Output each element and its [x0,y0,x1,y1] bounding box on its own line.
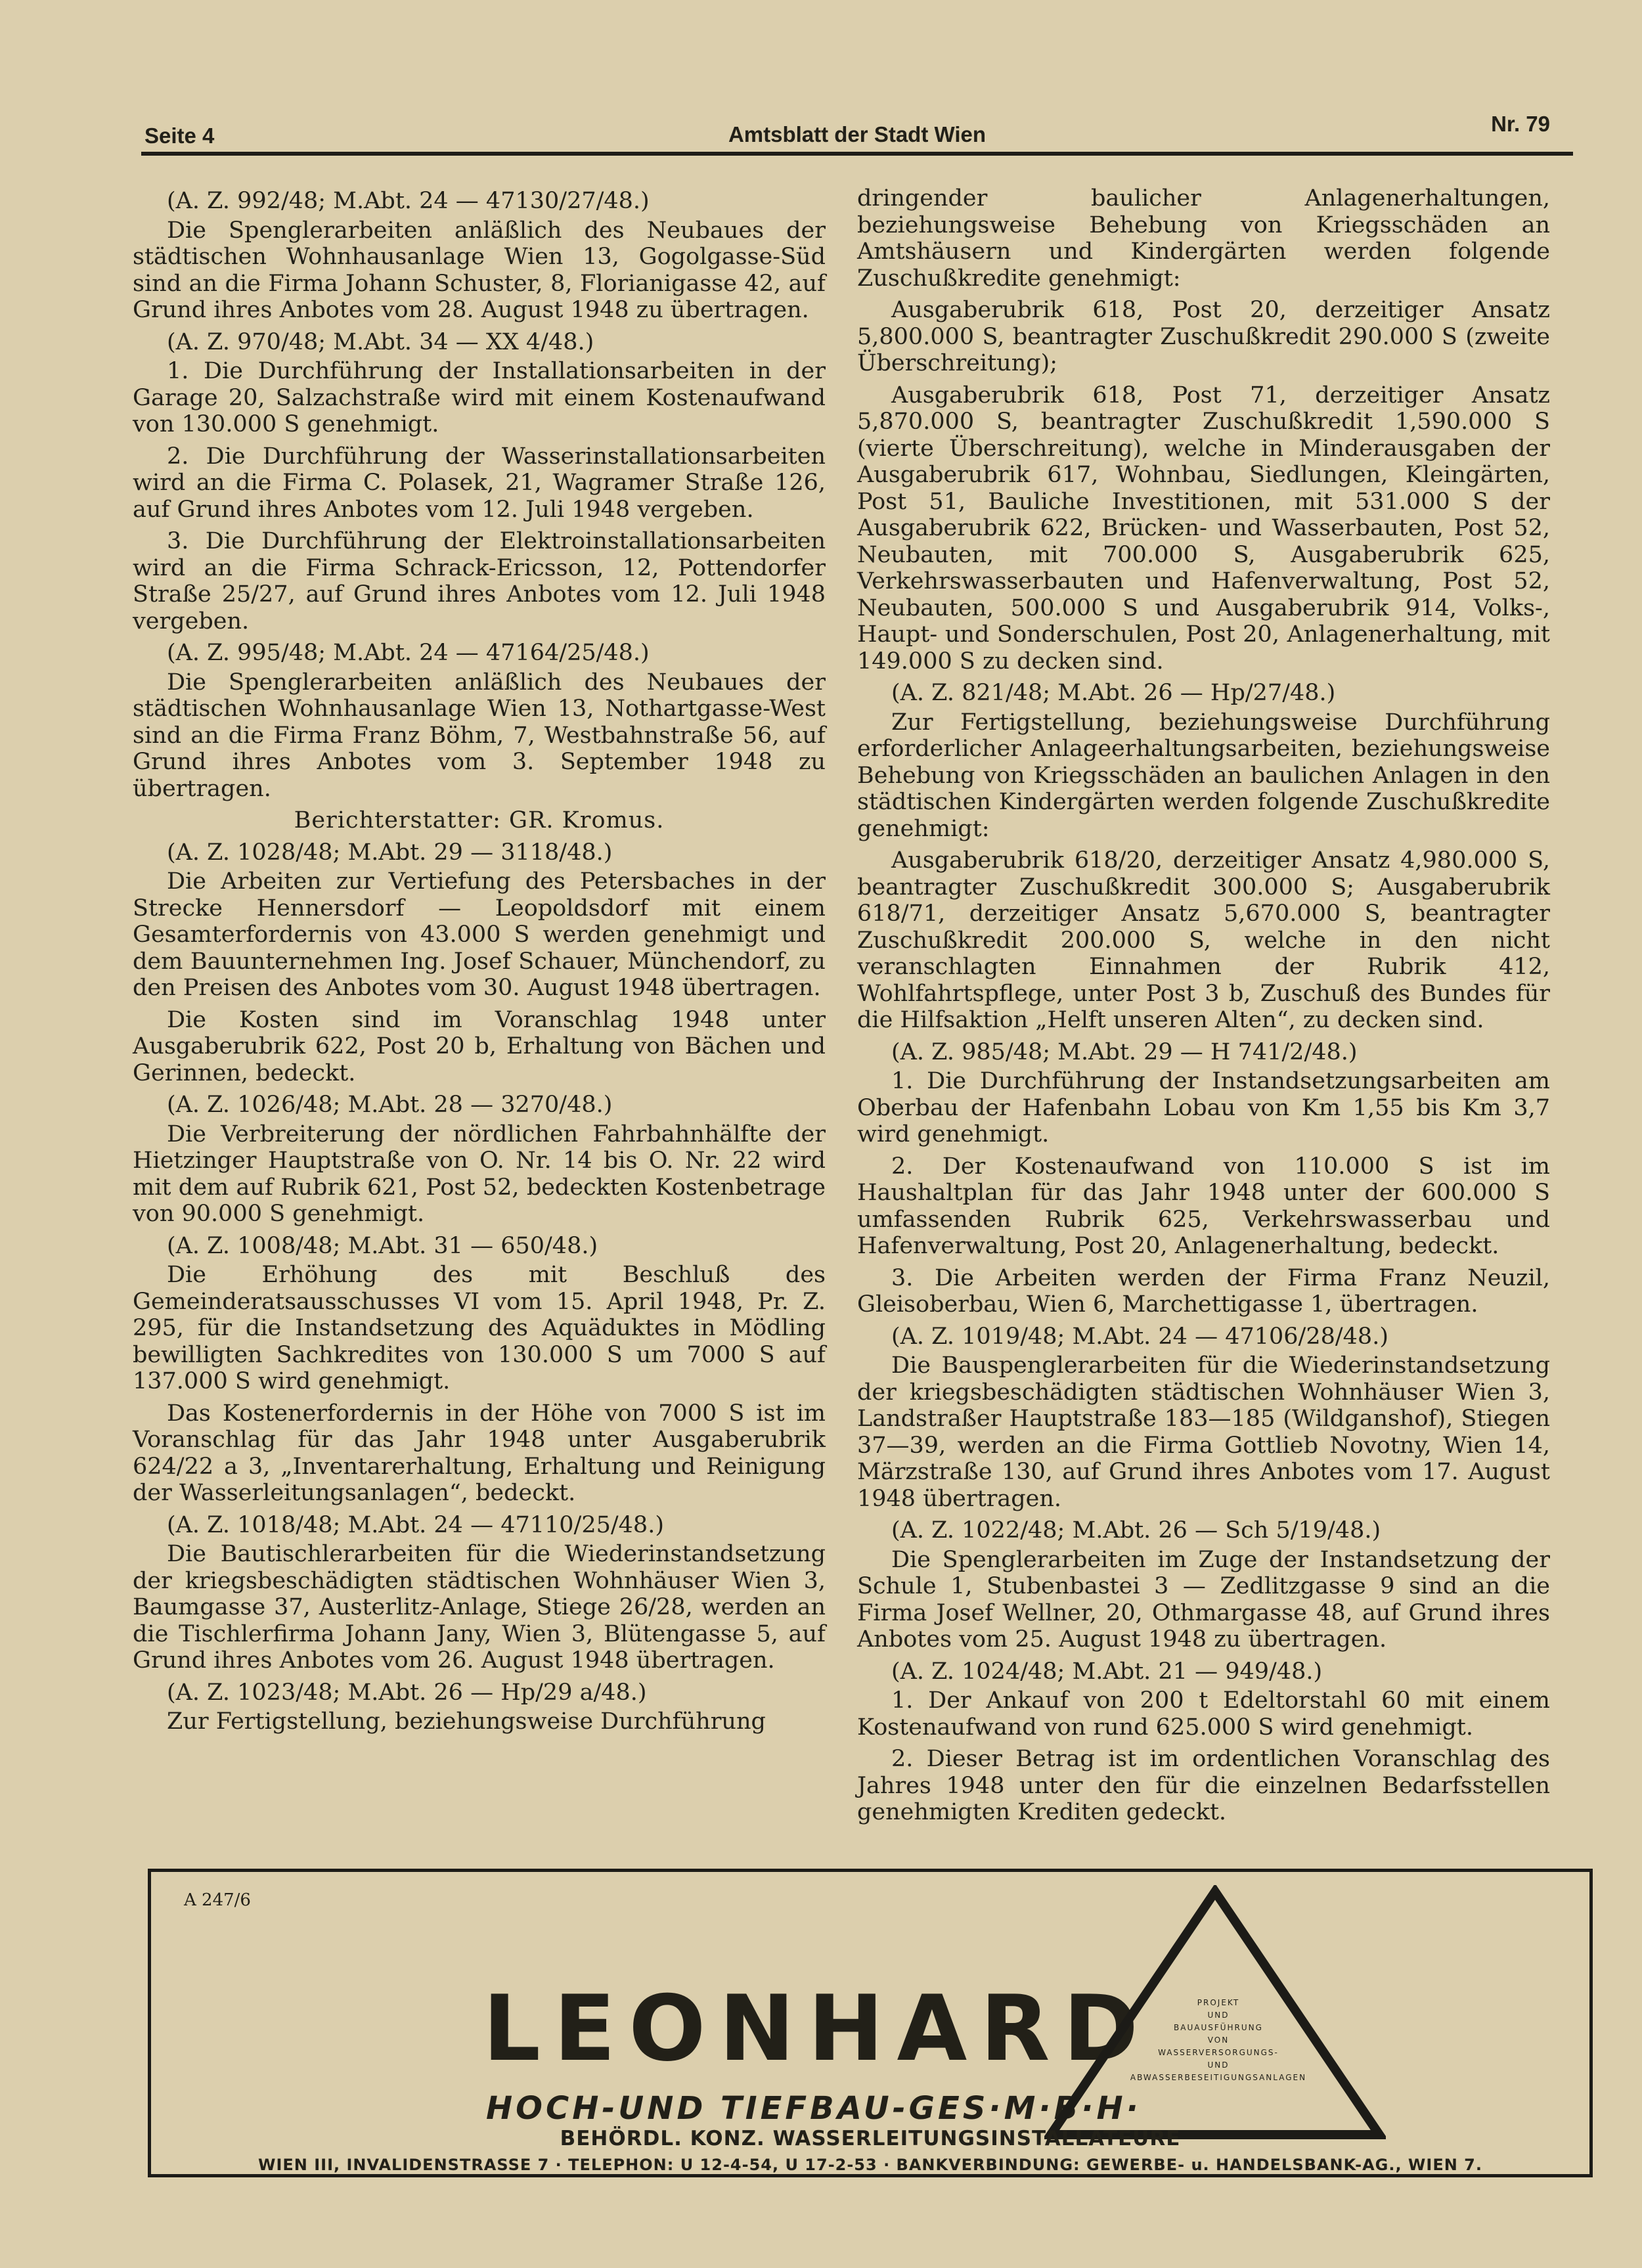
reference-line: (A. Z. 1022/48; M.Abt. 26 — Sch 5/19/48.) [891,1517,1381,1544]
paragraph: Die Kosten sind im Voranschlag 1948 unter Ausgaberubrik 622, Post 20 b, Erhaltung von Bächen und Gerinnen, bedeckt. [133,1006,826,1086]
ad-company-name: LEONHARD [483,1976,1152,2081]
paragraph: Ausgaberubrik 618/20, derzeitiger Ansatz 4,980.000 S, beantragter Zuschußkredit 300.000 S; Ausgaberubrik 618/71, derzeitiger Ansatz 5,670.000 S, beantragter Zuschußkredit 200.000 S, welche in den nicht veranschlagten Einnahmen der Rubrik 412, Wohlfahrtspflege, unter Post 3 b, Zuschuß des Bundes für die Hilfsaktion „Helft unseren Alten“, zu decken sind. [857,847,1550,1033]
triangle-text-line: VON [1207,2035,1230,2045]
paragraph: Ausgaberubrik 618, Post 71, derzeitiger Ansatz 5,870.000 S, beantragter Zuschußkredit 1,590.000 S (vierte Überschreitung), welche in Minderausgaben der Ausgaberubrik 617, Wohnbau, Siedlungen, Kleingärten, Post 51, Bauliche Investitionen, mit 531.000 S der Ausgaberubrik 622, Brücken- und Wasserbauten, Post 52, Neubauten, mit 700.000 S, Ausgaberubrik 625, Verkehrswasserbauten und Hafenverwaltung, Post 52, Neubauten, 500.000 S und Ausgaberubrik 914, Volks-, Haupt- und Sonderschulen, Post 20, Anlagenerhaltung, mit 149.000 S zu decken sind. [857,382,1550,675]
reference-line: (A. Z. 995/48; M.Abt. 24 — 47164/25/48.) [167,640,650,666]
paragraph: Das Kostenerfordernis in der Höhe von 7000 S ist im Voranschlag für das Jahr 1948 unter Ausgaberubrik 624/22 a 3, „Inventarerhaltung, Erhaltung und Reinigung der Wasserleitungsanlagen“, bedeckt. [133,1400,826,1506]
ad-company-subtitle: HOCH-UND TIEFBAU-GES·M·B·H· [486,2090,1142,2127]
reference-line: (A. Z. 1008/48; M.Abt. 31 — 650/48.) [167,1232,598,1259]
paragraph: 1. Die Durchführung der Instandsetzungsarbeiten am Oberbau der Hafenbahn Lobau von Km 1,55 bis Km 3,7 wird genehmigt. [857,1068,1550,1147]
triangle-text [1123,1997,1314,2084]
paragraph: 3. Die Arbeiten werden der Firma Franz Neuzil, Gleisoberbau, Wien 6, Marchettigasse 1, übertragen. [857,1264,1550,1318]
paragraph: 1. Der Ankauf von 200 t Edeltorstahl 60 mit einem Kostenaufwand von rund 625.000 S wird genehmigt. [857,1687,1550,1741]
reference-line: (A. Z. 1019/48; M.Abt. 24 — 47106/28/48.) [891,1323,1388,1350]
paragraph: 2. Der Kostenaufwand von 110.000 S ist im Haushaltplan für das Jahr 1948 unter der 600.000 S umfassenden Rubrik 625, Verkehrswasserbau und Hafenverwaltung, Post 20, Anlagenerhaltung, bedeckt. [857,1153,1550,1259]
ad-license-line: BEHÖRDL. KONZ. WASSERLEITUNGSINSTALLATEURE [560,2127,1181,2150]
triangle-text-line: UND [1207,2011,1230,2020]
reference-line: (A. Z. 970/48; M.Abt. 34 — XX 4/48.) [167,328,594,355]
publication-title: Amtsblatt der Stadt Wien [728,122,987,146]
reference-line: (A. Z. 1023/48; M.Abt. 26 — Hp/29 a/48.) [167,1679,647,1706]
paragraph: Die Spenglerarbeiten anläßlich des Neubaues der städtischen Wohnhausanlage Wien 13, Gogolgasse-Süd sind an die Firma Johann Schuster, 8, Florianigasse 42, auf Grund ihres Anbotes vom 28. August 1948 zu übertragen. [133,217,826,323]
reference-line: (A. Z. 821/48; M.Abt. 26 — Hp/27/48.) [891,680,1336,706]
paragraph: Die Spenglerarbeiten anläßlich des Neubaues der städtischen Wohnhausanlage Wien 13, Nothartgasse-West sind an die Firma Franz Böhm, 7, Westbahnstraße 56, auf Grund ihres Anbotes vom 3. September 1948 zu übertragen. [133,669,826,802]
right-column [857,185,1550,1831]
reference-line: (A. Z. 1024/48; M.Abt. 21 — 949/48.) [891,1658,1323,1685]
ad-code: A 247/6 [184,1890,251,1910]
left-column [133,185,826,1741]
paragraph: 2. Dieser Betrag ist im ordentlichen Voranschlag des Jahres 1948 unter den für die einzelnen Bedarfsstellen genehmigten Krediten gedeckt. [857,1746,1550,1825]
paragraph: Die Erhöhung des mit Beschluß des Gemeinderatsausschusses VI vom 15. April 1948, Pr. Z. 295, für die Instandsetzung des Aquäduktes in Mödling bewilligten Sachkredites von 130.000 S um 7000 S auf 137.000 S wird genehmigt. [133,1262,826,1394]
paragraph: 1. Die Durchführung der Installationsarbeiten in der Garage 20, Salzachstraße wird mit einem Kostenaufwand von 130.000 S genehmigt. [133,358,826,437]
paragraph: 2. Die Durchführung der Wasserinstallationsarbeiten wird an die Firma C. Polasek, 21, Wagramer Straße 126, auf Grund ihres Anbotes vom 12. Juli 1948 vergeben. [133,443,826,523]
paragraph: Ausgaberubrik 618, Post 20, derzeitiger Ansatz 5,800.000 S, beantragter Zuschußkredit 290.000 S (zweite Überschreitung); [857,297,1550,376]
paragraph: Die Bautischlerarbeiten für die Wiederinstandsetzung der kriegsbeschädigten städtischen Wohnhäuser Wien 3, Baumgasse 37, Austerlitz-Anlage, Stiege 26/28, werden an die Tischlerfirma Johann Jany, Wien 3, Blütengasse 5, auf Grund ihres Anbotes vom 26. August 1948 übertragen. [133,1541,826,1674]
reference-line: (A. Z. 1026/48; M.Abt. 28 — 3270/48.) [167,1092,613,1118]
page-header [144,110,1570,156]
ad-address-line: WIEN III, INVALIDENSTRASSE 7 · TELEPHON: U 12-4-54, U 17-2-53 · BANKVERBINDUNG: GEWERBE- u. HANDELSBANK-AG., WIEN 7. [258,2156,1482,2174]
page-number: Seite 4 [144,123,215,148]
triangle-text-line: PROJEKT [1197,1998,1240,2007]
paragraph: Die Arbeiten zur Vertiefung des Petersbaches in der Strecke Hennersdorf — Leopoldsdorf mit einem Gesamterfordernis von 43.000 S werden genehmigt und dem Bauunternehmen Ing. Josef Schauer, Münchendorf, zu den Preisen des Anbotes vom 30. August 1948 übertragen. [133,868,826,1001]
reference-line: (A. Z. 1028/48; M.Abt. 29 — 3118/48.) [167,839,613,866]
reference-line: (A. Z. 992/48; M.Abt. 24 — 47130/27/48.) [167,188,650,214]
reference-line: (A. Z. 1018/48; M.Abt. 24 — 47110/25/48.) [167,1511,664,1538]
header-rule [141,152,1573,156]
triangle-text-line: ABWASSERBESEITIGUNGSANLAGEN [1130,2073,1307,2082]
paragraph: Zur Fertigstellung, beziehungsweise Durchführung erforderlicher Anlageerhaltungsarbeiten, beziehungsweise Behebung von Kriegsschäden an baulichen Anlagen in den städtischen Kindergärten werden folgende Zuschußkredite genehmigt: [857,709,1550,842]
triangle-text-line: UND [1207,2060,1230,2070]
triangle-text-line: WASSERVERSORGUNGS- [1158,2048,1279,2057]
triangle-text-line: BAUAUSFÜHRUNG [1174,2023,1263,2032]
paragraph: Die Spenglerarbeiten im Zuge der Instandsetzung der Schule 1, Stubenbastei 3 — Zedlitzgasse 9 sind an die Firma Josef Wellner, 20, Othmargasse 48, auf Grund ihres Anbotes vom 25. August 1948 zu übertragen. [857,1546,1550,1653]
paragraph-continued: dringender baulicher Anlagenerhaltungen, beziehungsweise Behebung von Kriegsschäden an Amtshäusern und Kindergärten werden folgende Zuschußkredite genehmigt: [857,185,1550,292]
rapporteur-line: Berichterstatter: GR. Kromus. [294,807,665,834]
advertisement [148,1869,1593,2177]
paragraph: 3. Die Durchführung der Elektroinstallationsarbeiten wird an die Firma Schrack-Ericsson, 12, Pottendorfer Straße 25/27, auf Grund ihres Anbotes vom 12. Juli 1948 vergeben. [133,528,826,634]
paragraph: Zur Fertigstellung, beziehungsweise Durchführung [167,1708,766,1735]
issue-number: Nr. 79 [1491,112,1550,136]
reference-line: (A. Z. 985/48; M.Abt. 29 — H 741/2/48.) [891,1038,1358,1065]
paragraph: Die Verbreiterung der nördlichen Fahrbahnhälfte der Hietzinger Hauptstraße von O. Nr. 14 bis O. Nr. 22 wird mit dem auf Rubrik 621, Post 52, bedeckten Kostenbetrage von 90.000 S genehmigt. [133,1121,826,1227]
paragraph: Die Bauspenglerarbeiten für die Wiederinstandsetzung der kriegsbeschädigten städtischen Wohnhäuser Wien 3, Landstraßer Hauptstraße 183—185 (Wildganshof), Stiegen 37—39, werden an die Firma Gottlieb Novotny, Wien 14, Märzstraße 130, auf Grund ihres Anbotes vom 17. August 1948 übertragen. [857,1352,1550,1512]
